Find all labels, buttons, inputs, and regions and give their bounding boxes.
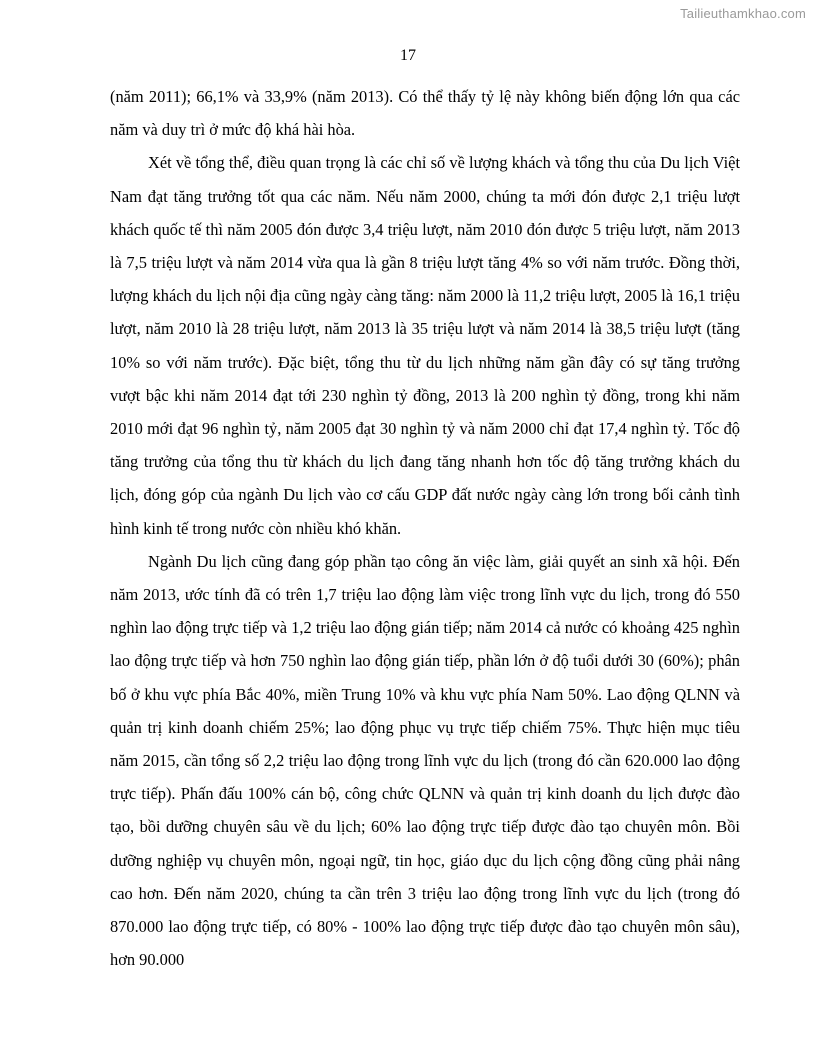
paragraph-continued: (năm 2011); 66,1% và 33,9% (năm 2013). Có thể thấy tỷ lệ này không biến động lớn qua các năm và duy trì ở mức độ khá hài hòa. [110,87,740,140]
paragraph-tourism-growth: Xét về tổng thể, điều quan trọng là các chỉ số về lượng khách và tổng thu của Du lịch Việt Nam đạt tăng trưởng tốt qua các năm. Nếu năm 2000, chúng ta mới đón được 2,1 triệu lượt khách quốc tế thì năm 2005 đón được 3,4 triệu lượt, năm 2010 đón được 5 triệu lượt, năm 2013 là 7,5 triệu lượt và năm 2014 vừa qua là gần 8 triệu lượt tăng 4% so với năm trước. Đồng thời, lượng khách du lịch nội địa cũng ngày càng tăng: năm 2000 là 11,2 triệu lượt, 2005 là 16,1 triệu lượt, năm 2010 là 28 triệu lượt, năm 2013 là 35 triệu lượt và năm 2014 là 38,5 triệu lượt (tăng 10% so với năm trước). Đặc biệt, tổng thu từ du lịch những năm gần đây có sự tăng trưởng vượt bậc khi năm 2014 đạt tới 230 nghìn tỷ đồng, 2013 là 200 nghìn tỷ đồng, trong khi năm 2010 mới đạt 96 nghìn tỷ, năm 2005 đạt 30 nghìn tỷ và năm 2000 chỉ đạt 17,4 nghìn tỷ. Tốc độ tăng trưởng của tổng thu từ khách du lịch đang tăng nhanh hơn tốc độ tăng trưởng khách du lịch, đóng góp của ngành Du lịch vào cơ cấu GDP đất nước ngày càng lớn trong bối cảnh tình hình kinh tế trong nước còn nhiều khó khăn. [110,153,740,538]
paragraph-employment: Ngành Du lịch cũng đang góp phần tạo công ăn việc làm, giải quyết an sinh xã hội. Đến năm 2013, ước tính đã có trên 1,7 triệu lao động làm việc trong lĩnh vực du lịch, trong đó 550 nghìn lao động trực tiếp và 1,2 triệu lao động gián tiếp; năm 2014 cả nước có khoảng 425 nghìn lao động trực tiếp và hơn 750 nghìn lao động gián tiếp, phần lớn ở độ tuổi dưới 30 (60%); phân bố ở khu vực phía Bắc 40%, miền Trung 10% và khu vực phía Nam 50%. Lao động QLNN và quản trị kinh doanh chiếm 25%; lao động phục vụ trực tiếp chiếm 75%. Thực hiện mục tiêu năm 2015, cần tổng số 2,2 triệu lao động trong lĩnh vực du lịch (trong đó cần 620.000 lao động trực tiếp). Phấn đấu 100% cán bộ, công chức QLNN và quản trị kinh doanh du lịch được đào tạo, bồi dưỡng chuyên sâu về du lịch; 60% lao động trực tiếp được đào tạo chuyên môn. Bồi dưỡng nghiệp vụ chuyên môn, ngoại ngữ, tin học, giáo dục du lịch cộng đồng cũng phải nâng cao hơn. Đến năm 2020, chúng ta cần trên 3 triệu lao động trong lĩnh vực du lịch (trong đó 870.000 lao động trực tiếp, có 80% - 100% lao động trực tiếp được đào tạo chuyên môn sâu), hơn 90.000 [110,551,740,970]
document-body [110,80,740,976]
watermark-text: Tailieuthamkhao.com [680,6,806,21]
page-number: 17 [400,47,416,64]
